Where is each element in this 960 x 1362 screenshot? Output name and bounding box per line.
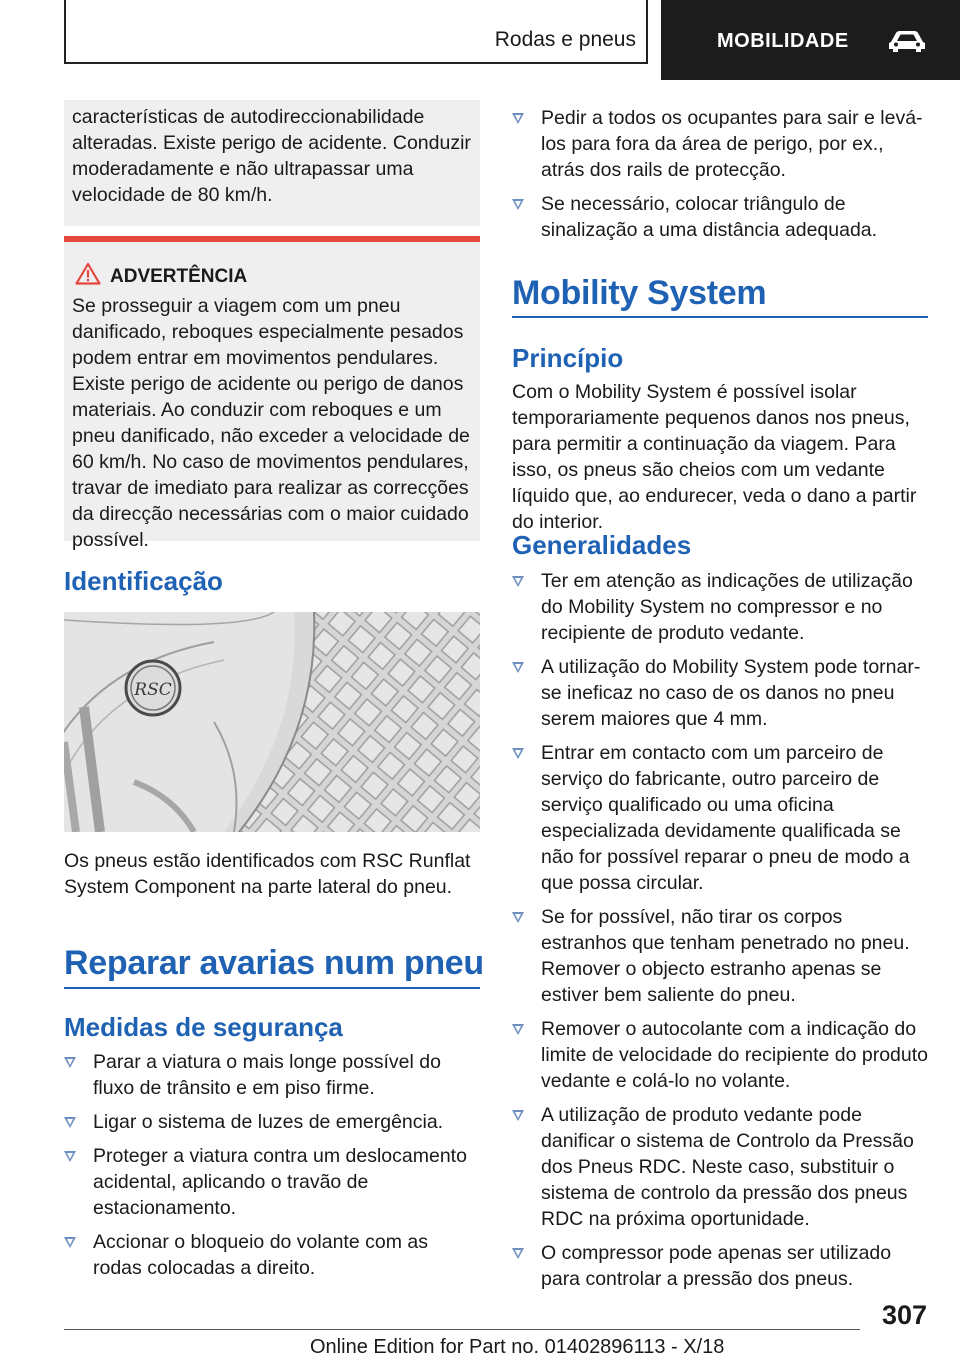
- warning-title: ADVERTÊNCIA: [110, 266, 248, 287]
- page-number: 307: [881, 1300, 927, 1330]
- heading-identificacao: Identificação: [64, 566, 223, 596]
- header-rule-left: [64, 0, 66, 64]
- list-item: Proteger a viatura contra um deslocamento acidental, aplicando o travão de estacionamento.: [64, 1143, 480, 1221]
- tire-sidewall-drawing: [64, 612, 480, 832]
- bullet-triangle-icon: [64, 1057, 76, 1068]
- bullet-triangle-icon: [512, 1110, 524, 1121]
- chapter-title: MOBILIDADE: [717, 30, 849, 52]
- heading-rule: [512, 316, 928, 318]
- car-icon: [887, 28, 927, 54]
- heading-rule: [64, 987, 480, 989]
- bullet-triangle-icon: [64, 1117, 76, 1128]
- bullet-triangle-icon: [512, 199, 524, 210]
- list-item: Se necessário, colocar triângulo de sinalização a uma distância adequada.: [512, 191, 928, 243]
- bullet-triangle-icon: [512, 113, 524, 124]
- bullet-triangle-icon: [512, 1024, 524, 1035]
- heading-mobility-system: Mobility System: [512, 274, 767, 312]
- list-item: Se for possível, não tirar os corpos estranhos que tenham penetrado no pneu. Remover o objecto estranho apenas se estiver bem saliente do pneu.: [512, 904, 928, 1008]
- bullet-triangle-icon: [512, 1248, 524, 1259]
- list-item: Remover o autocolante com a indicação do limite de velocidade do recipiente do produto vedante e colá-lo no volante.: [512, 1016, 928, 1094]
- chapter-tab: [661, 0, 960, 80]
- list-item: Accionar o bloqueio do volante com as rodas colocadas a direito.: [64, 1229, 480, 1281]
- list-item: Pedir a todos os ocupantes para sair e levá-los para fora da área de perigo, por ex., atrás dos rails de protecção.: [512, 105, 928, 183]
- list-item: A utilização de produto vedante pode danificar o sistema de Controlo da Pressão dos Pneus RDC. Neste caso, substituir o sistema de controlo da pressão dos pneus RDC na próxima oportunidade.: [512, 1102, 928, 1232]
- edition-footer: Online Edition for Part no. 01402896113 - X/18: [310, 1336, 725, 1358]
- bullet-triangle-icon: [64, 1237, 76, 1248]
- list-item: Entrar em contacto com um parceiro de serviço do fabricante, outro parceiro de serviço qualificado ou uma oficina especializada devidamente qualificada se não for possível reparar o pneu de modo a que possa circular.: [512, 740, 928, 896]
- continued-note-text: características de autodireccionabilidade alteradas. Existe perigo de acidente. Conduzir moderadamente e não ultrapassar uma velocidade de 80 km/h.: [72, 106, 471, 206]
- bullet-triangle-icon: [512, 576, 524, 587]
- identificacao-caption: Os pneus estão identificados com RSC Runflat System Component na parte lateral do pneu.: [64, 850, 471, 898]
- bullet-triangle-icon: [512, 748, 524, 759]
- generalidades-list: [512, 568, 928, 1300]
- bullet-triangle-icon: [512, 662, 524, 673]
- safety-list-continued: [512, 105, 928, 251]
- list-item: A utilização do Mobility System pode tornar-se ineficaz no caso de os danos no pneu serem maiores que 4 mm.: [512, 654, 928, 732]
- tire-illustration: [64, 612, 480, 832]
- list-item: Parar a viatura o mais longe possível do fluxo de trânsito e em piso firme.: [64, 1049, 480, 1101]
- heading-medidas: Medidas de segurança: [64, 1012, 343, 1042]
- rsc-logo-text: RSC: [134, 680, 172, 700]
- heading-principio: Princípio: [512, 343, 624, 373]
- safety-list: [64, 1049, 480, 1289]
- heading-reparar: Reparar avarias num pneu: [64, 944, 484, 982]
- footer-rule: [64, 1329, 860, 1330]
- principio-text: Com o Mobility System é possível isolar temporariamente pequenos danos nos pneus, para permitir a continuação da viagem. Para isso, os pneus são cheios com um vedante líquido que, ao endurecer, veda o dano a partir do interior.: [512, 381, 917, 533]
- heading-generalidades: Generalidades: [512, 530, 692, 560]
- section-title: Rodas e pneus: [494, 28, 636, 51]
- warning-text: Se prosseguir a viagem com um pneu danificado, reboques especialmente pesados podem entrar em movimentos pendulares. Existe perigo de acidente ou perigo de danos materiais. Ao conduzir com reboques e um pneu danificado, não exceder a velocidade de 60 km/h. No caso de movimentos pendulares, travar de imediato para realizar as correcções da direcção necessárias com o maior cuidado possível.: [72, 295, 470, 551]
- warning-triangle-icon: [75, 262, 101, 285]
- bullet-triangle-icon: [512, 912, 524, 923]
- list-item: O compressor pode apenas ser utilizado para controlar a pressão dos pneus.: [512, 1240, 928, 1292]
- bullet-triangle-icon: [64, 1151, 76, 1162]
- header-rule-bottom: [64, 62, 648, 64]
- list-item: Ter em atenção as indicações de utilização do Mobility System no compressor e no recipiente de produto vedante.: [512, 568, 928, 646]
- header-rule-divider: [646, 0, 648, 64]
- list-item: Ligar o sistema de luzes de emergência.: [64, 1109, 480, 1135]
